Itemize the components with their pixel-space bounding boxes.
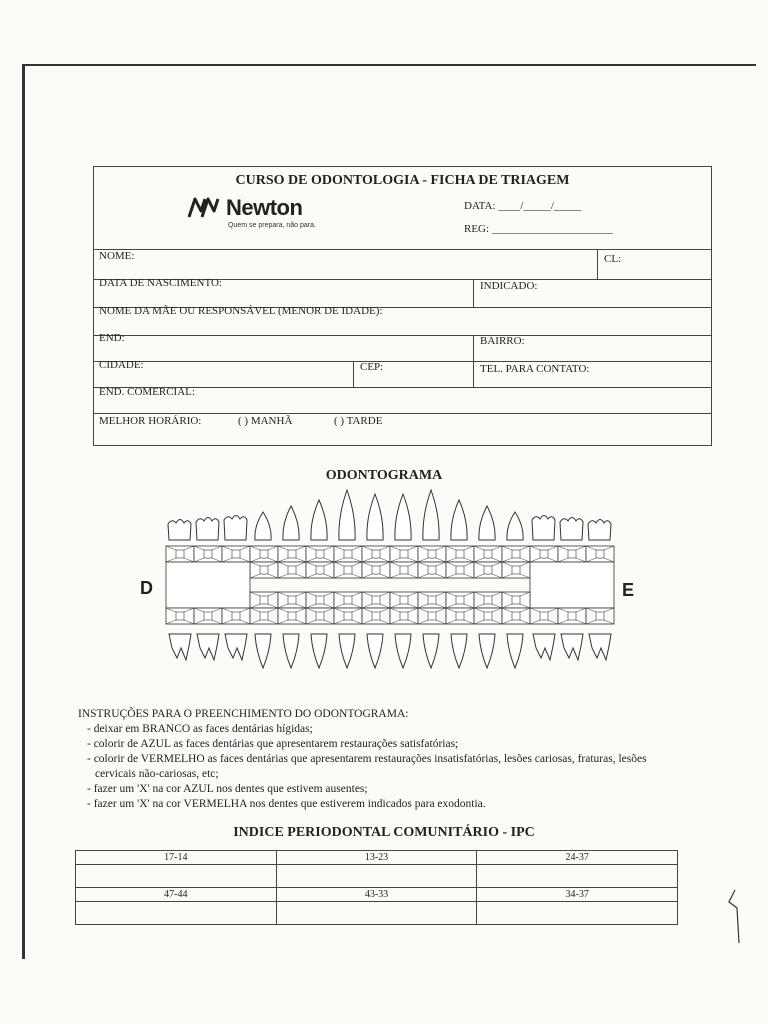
ipc-sextant-label: 43-33 xyxy=(276,888,477,902)
ipc-cell[interactable] xyxy=(276,902,477,925)
ipc-cell[interactable] xyxy=(477,865,678,888)
tooth-face-cell[interactable] xyxy=(278,592,306,608)
tooth-face-grid xyxy=(166,546,614,624)
tooth-face-cell[interactable] xyxy=(446,562,474,578)
tooth-face-cell[interactable] xyxy=(502,592,530,608)
ipc-sextant-label: 13-23 xyxy=(276,851,477,865)
tooth-face-cell[interactable] xyxy=(586,546,614,562)
tooth-face-cell[interactable] xyxy=(390,592,418,608)
col-divider xyxy=(473,361,474,387)
tooth-face-cell[interactable] xyxy=(306,608,334,624)
upper-tooth[interactable] xyxy=(451,500,467,540)
upper-tooth[interactable] xyxy=(283,506,299,540)
phone-label: TEL. PARA CONTATO: xyxy=(480,363,590,375)
tooth-face-cell[interactable] xyxy=(418,592,446,608)
upper-tooth[interactable] xyxy=(255,512,271,540)
newton-logo-icon xyxy=(186,197,224,219)
address-label: END: xyxy=(99,332,125,344)
upper-tooth[interactable] xyxy=(560,518,583,541)
tooth-face-cell[interactable] xyxy=(306,592,334,608)
morning-option[interactable]: ( ) MANHÃ xyxy=(238,415,293,427)
best-time-label: MELHOR HORÁRIO: xyxy=(99,415,202,427)
newton-logo xyxy=(186,195,336,235)
instruction-item: - fazer um 'X' na cor AZUL nos dentes que estivem ausentes; xyxy=(87,783,368,795)
upper-tooth[interactable] xyxy=(311,500,327,540)
upper-tooth[interactable] xyxy=(532,516,555,541)
lower-tooth[interactable] xyxy=(423,634,439,668)
upper-tooth[interactable] xyxy=(339,490,355,540)
tooth-face-cell[interactable] xyxy=(446,592,474,608)
ipc-sextant-label: 17-14 xyxy=(76,851,277,865)
row-divider xyxy=(94,249,711,250)
lower-tooth[interactable] xyxy=(395,634,411,668)
lower-tooth[interactable] xyxy=(169,634,191,660)
mother-name-label: NOME DA MÃE OU RESPONSÁVEL (MENOR DE IDADE): xyxy=(99,305,383,317)
lower-tooth[interactable] xyxy=(283,634,299,668)
upper-tooth[interactable] xyxy=(423,490,439,540)
tooth-face-cell[interactable] xyxy=(250,592,278,608)
lower-tooth[interactable] xyxy=(367,634,383,668)
cl-label: CL: xyxy=(604,253,622,265)
lower-tooth[interactable] xyxy=(197,634,219,660)
tooth-face-cell[interactable] xyxy=(530,608,558,624)
ipc-sextant-label: 47-44 xyxy=(76,888,277,902)
tooth-face-cell[interactable] xyxy=(418,546,446,562)
tooth-face-cell[interactable] xyxy=(446,546,474,562)
lower-tooth[interactable] xyxy=(255,634,271,668)
ipc-cell[interactable] xyxy=(76,902,277,925)
instructions xyxy=(78,707,658,812)
lower-tooth[interactable] xyxy=(311,634,327,668)
cep-label: CEP: xyxy=(360,361,384,373)
lower-tooth[interactable] xyxy=(561,634,583,660)
lower-teeth xyxy=(169,634,611,668)
tooth-face-cell[interactable] xyxy=(194,608,222,624)
tooth-face-cell[interactable] xyxy=(362,608,390,624)
indicado-label: INDICADO: xyxy=(480,280,538,292)
tooth-face-cell[interactable] xyxy=(502,562,530,578)
tooth-face-cell[interactable] xyxy=(474,592,502,608)
col-divider xyxy=(473,279,474,307)
date-field[interactable]: DATA: ____/_____/_____ xyxy=(464,200,582,212)
tooth-face-cell[interactable] xyxy=(502,608,530,624)
tooth-face-cell[interactable] xyxy=(334,608,362,624)
upper-teeth xyxy=(168,490,611,540)
commercial-address-label: END. COMERCIAL: xyxy=(99,386,195,398)
col-divider xyxy=(353,361,354,387)
ipc-sextant-label: 24-37 xyxy=(477,851,678,865)
tooth-face-cell[interactable] xyxy=(474,562,502,578)
tooth-face-cell[interactable] xyxy=(250,608,278,624)
col-divider xyxy=(473,335,474,361)
instruction-item: - colorir de AZUL as faces dentárias que apresentarem restaurações satisfatórias; xyxy=(87,738,459,750)
ipc-title: INDICE PERIODONTAL COMUNITÁRIO - IPC xyxy=(233,825,535,840)
lower-tooth[interactable] xyxy=(451,634,467,668)
ipc-cell[interactable] xyxy=(477,902,678,925)
upper-tooth[interactable] xyxy=(588,520,611,541)
odontogram-title: ODONTOGRAMA xyxy=(325,468,443,483)
upper-tooth[interactable] xyxy=(507,512,523,540)
table-row xyxy=(76,865,678,888)
reg-field[interactable]: REG: ______________________ xyxy=(464,223,613,235)
triage-form xyxy=(93,166,712,446)
logo-wordmark: Newton xyxy=(226,195,303,220)
instructions-heading: INSTRUÇÕES PARA O PREENCHIMENTO DO ODONTOGRAMA: xyxy=(78,708,409,720)
lower-tooth[interactable] xyxy=(225,634,247,660)
lower-tooth[interactable] xyxy=(479,634,495,668)
upper-tooth[interactable] xyxy=(395,494,411,540)
table-row xyxy=(76,888,678,902)
tooth-face-cell[interactable] xyxy=(362,546,390,562)
cidade-label: CIDADE: xyxy=(99,359,144,371)
birthdate-label: DATA DE NASCIMENTO: xyxy=(99,277,222,289)
tooth-face-cell[interactable] xyxy=(390,562,418,578)
nome-label: NOME: xyxy=(99,250,135,262)
tooth-face-cell[interactable] xyxy=(530,546,558,562)
tooth-face-cell[interactable] xyxy=(222,608,250,624)
tooth-face-cell[interactable] xyxy=(334,562,362,578)
logo-tagline: Quem se prepara, não para. xyxy=(228,222,316,229)
tooth-face-cell[interactable] xyxy=(390,608,418,624)
tooth-face-cell[interactable] xyxy=(362,562,390,578)
tooth-face-cell[interactable] xyxy=(334,546,362,562)
tooth-face-cell[interactable] xyxy=(306,546,334,562)
table-row xyxy=(76,902,678,925)
tooth-face-cell[interactable] xyxy=(558,608,586,624)
upper-tooth[interactable] xyxy=(367,494,383,540)
tooth-face-cell[interactable] xyxy=(166,546,194,562)
tooth-face-cell[interactable] xyxy=(222,546,250,562)
odontogram-chart xyxy=(160,488,620,673)
tooth-face-cell[interactable] xyxy=(194,546,222,562)
form-title: CURSO DE ODONTOLOGIA - FICHA DE TRIAGEM xyxy=(235,173,570,188)
tooth-face-cell[interactable] xyxy=(278,608,306,624)
col-divider xyxy=(597,249,598,279)
upper-tooth[interactable] xyxy=(196,518,219,541)
page-top-line xyxy=(24,64,756,66)
right-side-letter: D xyxy=(140,578,153,598)
lower-tooth[interactable] xyxy=(533,634,555,660)
row-divider xyxy=(94,413,711,414)
tooth-face-cell[interactable] xyxy=(390,546,418,562)
lower-tooth[interactable] xyxy=(589,634,611,660)
ipc-table xyxy=(75,850,678,925)
bairro-label: BAIRRO: xyxy=(480,335,525,347)
instruction-item: - deixar em BRANCO as faces dentárias hígidas; xyxy=(87,723,313,735)
tooth-face-cell[interactable] xyxy=(446,608,474,624)
ipc-cell[interactable] xyxy=(76,865,277,888)
instruction-item: - colorir de VERMELHO as faces dentárias que apresentarem restaurações insatisfatórias, lesões cariosas, fraturas, lesões cervicais não-cariosas, etc; xyxy=(87,753,647,780)
tooth-face-cell[interactable] xyxy=(278,562,306,578)
tooth-face-cell[interactable] xyxy=(166,608,194,624)
tooth-face-cell[interactable] xyxy=(250,546,278,562)
upper-tooth[interactable] xyxy=(224,516,247,541)
row-divider xyxy=(94,335,711,336)
tooth-face-cell[interactable] xyxy=(250,562,278,578)
instruction-item: - fazer um 'X' na cor VERMELHA nos dentes que estiverem indicados para exodontia. xyxy=(87,798,486,810)
lower-tooth[interactable] xyxy=(507,634,523,668)
upper-tooth[interactable] xyxy=(168,520,191,541)
tooth-face-cell[interactable] xyxy=(502,546,530,562)
ipc-cell[interactable] xyxy=(276,865,477,888)
handwritten-mark xyxy=(725,888,745,948)
lower-tooth[interactable] xyxy=(339,634,355,668)
tooth-face-cell[interactable] xyxy=(278,546,306,562)
tooth-face-cell[interactable] xyxy=(418,562,446,578)
tooth-face-cell[interactable] xyxy=(418,608,446,624)
ipc-sextant-label: 34-37 xyxy=(477,888,678,902)
tooth-face-cell[interactable] xyxy=(334,592,362,608)
afternoon-option[interactable]: ( ) TARDE xyxy=(334,415,383,427)
tooth-face-cell[interactable] xyxy=(306,562,334,578)
upper-tooth[interactable] xyxy=(479,506,495,540)
tooth-face-cell[interactable] xyxy=(362,592,390,608)
left-side-letter: E xyxy=(622,580,635,600)
tooth-face-cell[interactable] xyxy=(586,608,614,624)
tooth-face-cell[interactable] xyxy=(474,608,502,624)
table-row xyxy=(76,851,678,865)
tooth-face-cell[interactable] xyxy=(558,546,586,562)
row-divider xyxy=(94,361,711,362)
tooth-face-cell[interactable] xyxy=(474,546,502,562)
